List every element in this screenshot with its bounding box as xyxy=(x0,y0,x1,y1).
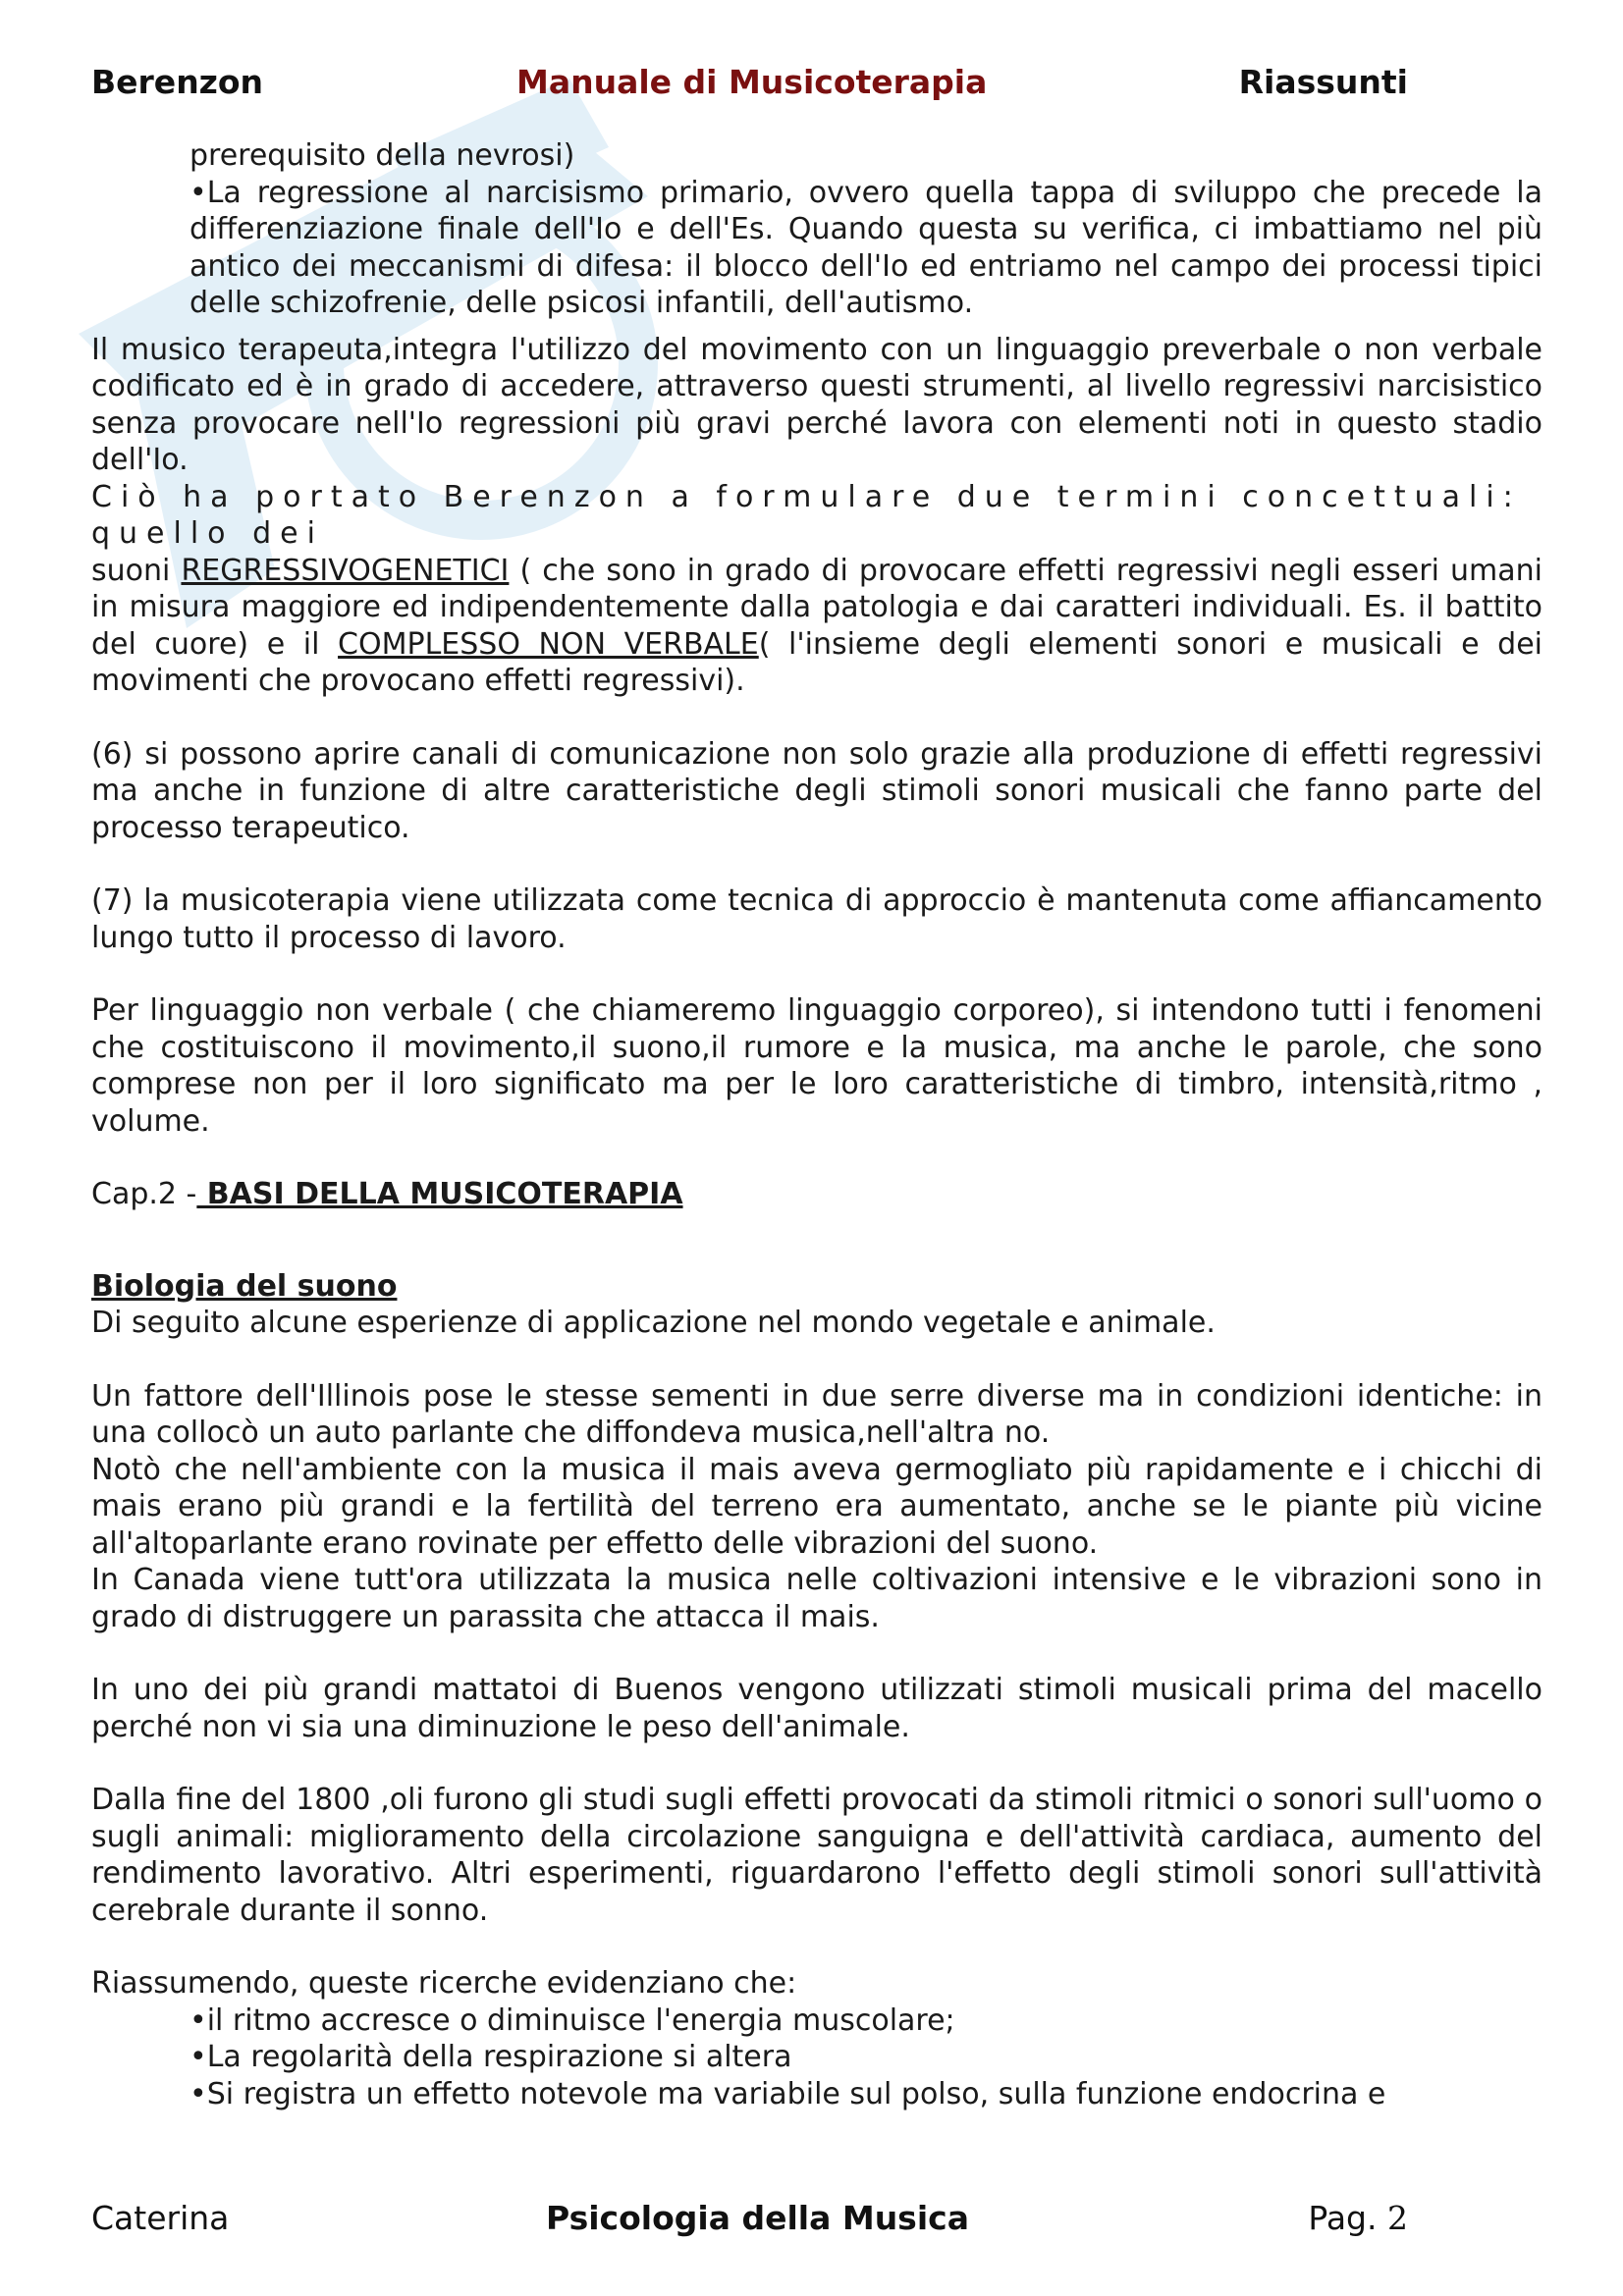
page-number xyxy=(1308,2199,1408,2237)
page-number-value: 2 xyxy=(1387,2199,1408,2237)
term-regressivogenetici: REGRESSIVOGENETICI xyxy=(181,553,510,588)
indented-line: prerequisito della nevrosi) xyxy=(189,138,575,173)
paragraph-3: (6) si possono aprire canali di comunicazione non solo grazie alla produzione di effetti regressivi ma anche in funzione di altre caratteristiche degli stimoli sonori musicali che fanno parte del processo terapeutico. xyxy=(91,736,1542,845)
document-body xyxy=(91,137,1542,2112)
footer-course: Psicologia della Musica xyxy=(546,2199,969,2237)
header-title: Manuale di Musicoterapia xyxy=(516,63,988,101)
bullet-item: •il ritmo accresce o diminuisce l'energia muscolare; xyxy=(189,2002,955,2038)
bullet-item: •Si registra un effetto notevole ma variabile sul polso, sulla funzione endocrina e xyxy=(189,2076,1386,2111)
paragraph-1: Il musico terapeuta,integra l'utilizzo del movimento con un linguaggio preverbale o non verbale codificato ed è in grado di accedere, attraverso questi strumenti, al livello regressivi narcisistico senza provocare nell'Io regressioni più gravi perché lavora con elementi noti in questo stadio dell'Io. xyxy=(91,332,1542,477)
para2-text-c: ( l'insieme degli elementi sonori e musicali e dei movimenti che provocano effetti regressivi). xyxy=(91,626,1542,698)
paragraph-4: (7) la musicoterapia viene utilizzata come tecnica di approccio è mantenuta come affiancamento lungo tutto il processo di lavoro. xyxy=(91,883,1542,955)
footer-author: Caterina xyxy=(91,2199,230,2237)
indented-bullet: •La regressione al narcisismo primario, ovvero quella tappa di sviluppo che precede la differenziazione finale dell'Io e dell'Es. Quando questa su verifica, ci imbattiamo nel più antico dei meccanismi di difesa: il blocco dell'Io ed entriamo nel campo dei processi tipici delle schizofrenie, delle psicosi infantili, dell'autismo. xyxy=(189,175,1542,320)
para2-text-b: ( che sono in grado di provocare effetti regressivi negli esseri umani in misura maggiore ed indipendentemente dalla patologia e dai caratteri individuali. Es. il battito del cuore) e il xyxy=(91,553,1542,662)
paragraph-6: Di seguito alcune esperienze di applicazione nel mondo vegetale e animale. xyxy=(91,1306,1216,1340)
page-label: Pag. xyxy=(1308,2199,1378,2237)
paragraph-7c: In Canada viene tutt'ora utilizzata la musica nelle coltivazioni intensive e le vibrazioni sono in grado di distruggere un parassita che attacca il mais. xyxy=(91,1563,1542,1634)
header-author: Berenzon xyxy=(91,63,264,101)
bullet-item: •La regolarità della respirazione si altera xyxy=(189,2040,792,2074)
paragraph-9: Dalla fine del 1800 ,oli furono gli studi sugli effetti provocati da stimoli ritmici o sonori sull'uomo o sugli animali: miglioramento della circolazione sanguigna e dell'attività cardiaca, aumento del rendimento lavorativo. Altri esperimenti, riguardarono l'effetto degli stimoli sonori sull'attività cerebrale durante il sonno. xyxy=(91,1783,1542,1928)
chapter-prefix: Cap.2 - xyxy=(91,1177,197,1211)
paragraph-7a: Un fattore dell'Illinois pose le stesse sementi in due serre diverse ma in condizioni identiche: in una collocò un auto parlante che diffondeva musica,nell'altra no. xyxy=(91,1378,1542,1450)
page-header xyxy=(91,63,1533,106)
chapter-title: BASI DELLA MUSICOTERAPIA xyxy=(196,1177,683,1211)
paragraph-2 xyxy=(91,553,1542,700)
paragraph-8: In uno dei più grandi mattatoi di Buenos vengono utilizzati stimoli musicali prima del macello perché non vi sia una diminuzione le peso dell'animale. xyxy=(91,1673,1542,1744)
paragraph-5: Per linguaggio non verbale ( che chiameremo linguaggio corporeo), si intendono tutti i fenomeni che costituiscono il movimento,il suono,il rumore e la musica, ma anche le parole, che sono comprese non per il loro significato ma per le loro caratteristiche di timbro, intensità,ritmo , volume. xyxy=(91,993,1542,1139)
page-footer xyxy=(91,2199,1533,2242)
paragraph-2-spaced: Ciò ha portato Berenzon a formulare due termini concettuali: quello dei xyxy=(91,479,1522,551)
paragraph-7b: Notò che nell'ambiente con la musica il mais aveva germogliato più rapidamente e i chicchi di mais erano più grandi e la fertilità del terreno era aumentato, anche se le piante più vicine all'altoparlante erano rovinate per effetto delle vibrazioni del suono. xyxy=(91,1452,1542,1561)
header-section: Riassunti xyxy=(1238,63,1408,101)
paragraph-10: Riassumendo, queste ricerche evidenziano che: xyxy=(91,1966,797,2001)
para2-text-a: suoni xyxy=(91,553,182,588)
term-complesso-non-verbale: COMPLESSO NON VERBALE xyxy=(338,626,759,662)
section-title: Biologia del suono xyxy=(91,1268,398,1304)
chapter-heading xyxy=(91,1176,1542,1213)
